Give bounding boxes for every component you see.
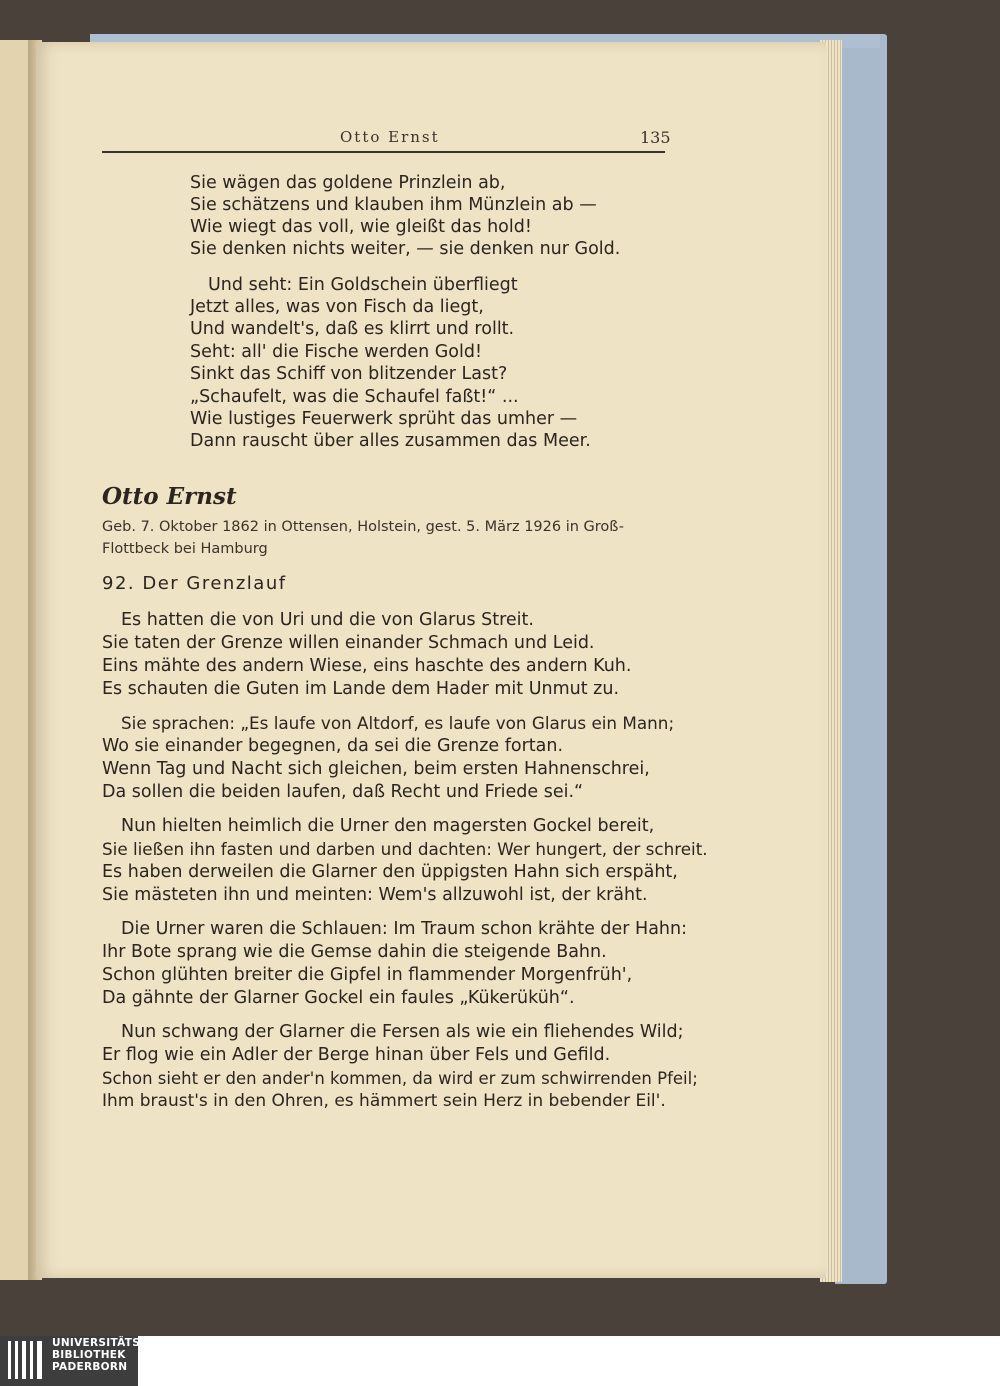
running-title: Otto Ernst <box>340 128 440 146</box>
poem-s5-line-4: Ihm braust's in den Ohren, es hämmert sein Herz in bebender Eil'. <box>102 1091 666 1111</box>
poem-s3-line-3: Es haben derweilen die Glarner den üppigsten Hahn sich erspäht, <box>102 862 678 882</box>
logo-mark-bar <box>15 1341 18 1379</box>
poem-s5-line-1: Nun schwang der Glarner die Fersen als wie ein fliehendes Wild; <box>121 1022 684 1042</box>
logo-mark-bar <box>8 1341 11 1379</box>
author-name: Otto Ernst <box>102 483 237 510</box>
book-cover-edge <box>835 34 887 1284</box>
poem-s2-line-1: Sie sprachen: „Es laufe von Altdorf, es laufe von Glarus ein Mann; <box>121 713 675 733</box>
poem-s4-line-2: Ihr Bote sprang wie die Gemse dahin die steigende Bahn. <box>102 942 607 962</box>
poem-s1-line-1: Es hatten die von Uri und die von Glarus Streit. <box>121 610 534 630</box>
stanza2-line-3: Und wandelt's, daß es klirrt und rollt. <box>190 319 515 339</box>
logo-mark-bar <box>22 1341 26 1379</box>
author-bio-line-1: Geb. 7. Oktober 1862 in Ottensen, Holstein, gest. 5. März 1926 in Groß- <box>102 519 624 535</box>
poem-s1-line-3: Eins mähte des andern Wiese, eins haschte des andern Kuh. <box>102 656 632 676</box>
poem-s4-line-4: Da gähnte der Glarner Gockel ein faules „Kükerüküh“. <box>102 988 575 1008</box>
stanza2-line-8: Dann rauscht über alles zusammen das Meer. <box>190 431 591 451</box>
logo-text-line-3: PADERBORN <box>52 1361 128 1373</box>
poem-s4-line-1: Die Urner waren die Schlauen: Im Traum schon krähte der Hahn: <box>121 919 687 939</box>
poem-s3-line-4: Sie mästeten ihn und meinten: Wem's allzuwohl ist, der kräht. <box>102 885 648 905</box>
stanza2-line-2: Jetzt alles, was von Fisch da liegt, <box>190 297 484 317</box>
stanza2-line-4: Seht: all' die Fische werden Gold! <box>190 342 482 362</box>
poem-s2-line-2: Wo sie einander begegnen, da sei die Grenze fortan. <box>102 736 564 756</box>
logo-mark-bar <box>30 1341 33 1379</box>
poem-s2-line-3: Wenn Tag und Nacht sich gleichen, beim ersten Hahnenschrei, <box>102 759 650 779</box>
poem-s3-line-1: Nun hielten heimlich die Urner den magersten Gockel bereit, <box>121 816 655 836</box>
stanza2-line-1: Und seht: Ein Goldschein überfliegt <box>208 275 518 295</box>
stanza2-line-7: Wie lustiges Feuerwerk sprüht das umher — <box>190 409 578 429</box>
poem-s2-line-4: Da sollen die beiden laufen, daß Recht und Friede sei.“ <box>102 782 584 802</box>
stanza1-line-2: Sie schätzens und klauben ihm Münzlein ab — <box>190 195 597 215</box>
stanza1-line-1: Sie wägen das goldene Prinzlein ab, <box>190 173 506 193</box>
stanza2-line-5: Sinkt das Schiff von blitzender Last? <box>190 364 508 384</box>
poem-s1-line-4: Es schauten die Guten im Lande dem Hader mit Unmut zu. <box>102 679 620 699</box>
logo-text-line-2: BIBLIOTHEK <box>52 1349 126 1361</box>
poem-s3-line-2: Sie ließen ihn fasten und darben und dachten: Wer hungert, der schreit. <box>102 839 708 859</box>
page-number: 135 <box>640 128 671 147</box>
stanza1-line-4: Sie denken nichts weiter, — sie denken nur Gold. <box>190 239 621 259</box>
poem-s4-line-3: Schon glühten breiter die Gipfel in flammender Morgenfrüh', <box>102 965 633 985</box>
poem-s5-line-2: Er flog wie ein Adler der Berge hinan über Fels und Gefild. <box>102 1045 611 1065</box>
poem-s1-line-2: Sie taten der Grenze willen einander Schmach und Leid. <box>102 633 595 653</box>
stanza2-line-6: „Schaufelt, was die Schaufel faßt!“ ... <box>190 387 519 407</box>
header-rule <box>102 151 665 153</box>
logo-text-line-1: UNIVERSITÄTS- <box>52 1337 145 1349</box>
stanza1-line-3: Wie wiegt das voll, wie gleißt das hold! <box>190 217 532 237</box>
logo-mark-bar <box>37 1341 42 1379</box>
footer-bar <box>0 1336 1000 1386</box>
author-bio-line-2: Flottbeck bei Hamburg <box>102 541 268 557</box>
poem-title: 92. Der Grenzlauf <box>102 573 287 594</box>
poem-s5-line-3: Schon sieht er den ander'n kommen, da wird er zum schwirrenden Pfeil; <box>102 1069 698 1088</box>
